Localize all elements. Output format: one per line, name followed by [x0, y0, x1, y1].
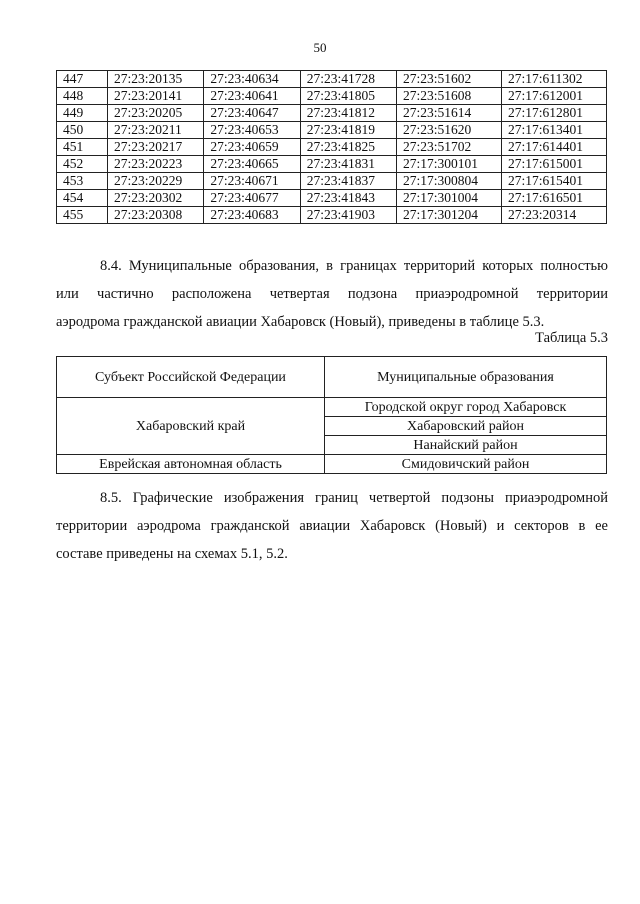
table-row	[57, 122, 607, 139]
section-8-4-paragraph	[56, 252, 608, 336]
row-number-cell: 453	[57, 173, 108, 190]
cadastral-number-cell: 27:23:51620	[397, 122, 502, 139]
cadastral-number-cell: 27:23:20302	[108, 190, 204, 207]
cadastral-number-cell: 27:23:20205	[108, 105, 204, 122]
cadastral-number-cell: 27:17:300101	[397, 156, 502, 173]
cadastral-number-cell: 27:23:51702	[397, 139, 502, 156]
cadastral-number-cell: 27:23:20223	[108, 156, 204, 173]
table-row	[57, 105, 607, 122]
section-8-4-line: 8.4. Муниципальные образования, в границах территорий которых полностью	[100, 258, 608, 274]
cadastral-number-cell: 27:23:41831	[300, 156, 396, 173]
cadastral-number-cell: 27:23:40671	[204, 173, 300, 190]
cadastral-number-cell: 27:23:40647	[204, 105, 300, 122]
cadastral-number-cell: 27:17:615401	[502, 173, 607, 190]
row-number-cell: 454	[57, 190, 108, 207]
table-row	[57, 88, 607, 105]
cadastral-number-cell: 27:23:41837	[300, 173, 396, 190]
cadastral-number-cell: 27:23:51602	[397, 71, 502, 88]
cadastral-number-cell: 27:23:40665	[204, 156, 300, 173]
cadastral-number-cell: 27:23:41825	[300, 139, 396, 156]
cadastral-number-cell: 27:17:616501	[502, 190, 607, 207]
subject-cell: Хабаровский край	[57, 398, 325, 455]
cadastral-number-cell: 27:23:41903	[300, 207, 396, 224]
municipality-cell: Смидовичский район	[325, 455, 607, 474]
row-number-cell: 455	[57, 207, 108, 224]
cadastral-number-cell: 27:23:40653	[204, 122, 300, 139]
section-8-4-line: аэродрома гражданской авиации Хабаровск (Новый), приведены в таблице 5.3.	[56, 314, 545, 330]
section-8-5-paragraph	[56, 484, 608, 568]
row-number-cell: 448	[57, 88, 108, 105]
cadastral-number-cell: 27:17:611302	[502, 71, 607, 88]
table-5-3-caption: Таблица 5.3	[535, 330, 608, 346]
municipality-cell: Городской округ город Хабаровск	[325, 398, 607, 417]
table-row	[57, 455, 607, 474]
cadastral-number-cell: 27:17:612001	[502, 88, 607, 105]
cadastral-number-cell: 27:23:41812	[300, 105, 396, 122]
table-row	[57, 207, 607, 224]
cadastral-number-cell: 27:23:41728	[300, 71, 396, 88]
header-subject: Субъект Российской Федерации	[57, 357, 325, 398]
cadastral-number-cell: 27:17:615001	[502, 156, 607, 173]
table-row	[57, 173, 607, 190]
table-row	[57, 190, 607, 207]
section-8-5-line: территории аэродрома гражданской авиации Хабаровск (Новый) и секторов в ее	[56, 518, 608, 534]
row-number-cell: 450	[57, 122, 108, 139]
cadastral-number-cell: 27:23:20141	[108, 88, 204, 105]
cadastral-number-cell: 27:17:301204	[397, 207, 502, 224]
municipality-cell: Нанайский район	[325, 436, 607, 455]
cadastral-number-cell: 27:17:301004	[397, 190, 502, 207]
row-number-cell: 451	[57, 139, 108, 156]
cadastral-number-cell: 27:23:41843	[300, 190, 396, 207]
cadastral-number-cell: 27:23:40659	[204, 139, 300, 156]
cadastral-number-cell: 27:23:41805	[300, 88, 396, 105]
cadastral-number-cell: 27:23:40677	[204, 190, 300, 207]
table-row	[57, 398, 607, 417]
table-header-row	[57, 357, 607, 398]
page-number: 50	[313, 40, 327, 55]
table-row	[57, 139, 607, 156]
section-8-5-line: 8.5. Графические изображения границ четвертой подзоны приаэродромной	[100, 490, 608, 506]
cadastral-number-cell: 27:23:40641	[204, 88, 300, 105]
cadastral-number-cell: 27:23:51608	[397, 88, 502, 105]
municipality-cell: Хабаровский район	[325, 417, 607, 436]
row-number-cell: 449	[57, 105, 108, 122]
cadastral-numbers-table	[56, 70, 607, 224]
cadastral-number-cell: 27:23:40683	[204, 207, 300, 224]
cadastral-number-cell: 27:17:612801	[502, 105, 607, 122]
table-row	[57, 156, 607, 173]
cadastral-number-cell: 27:23:51614	[397, 105, 502, 122]
header-municipalities: Муниципальные образования	[325, 357, 607, 398]
cadastral-number-cell: 27:17:613401	[502, 122, 607, 139]
row-number-cell: 447	[57, 71, 108, 88]
cadastral-number-cell: 27:23:20229	[108, 173, 204, 190]
cadastral-number-cell: 27:17:614401	[502, 139, 607, 156]
section-8-5-line: составе приведены на схемах 5.1, 5.2.	[56, 546, 288, 562]
municipalities-table	[56, 356, 607, 474]
section-8-4-line: или частично расположена четвертая подзона приаэродромной территории	[56, 286, 608, 302]
row-number-cell: 452	[57, 156, 108, 173]
cadastral-number-cell: 27:17:300804	[397, 173, 502, 190]
cadastral-number-cell: 27:23:20135	[108, 71, 204, 88]
cadastral-number-cell: 27:23:20308	[108, 207, 204, 224]
table-row	[57, 71, 607, 88]
subject-cell: Еврейская автономная область	[57, 455, 325, 474]
cadastral-number-cell: 27:23:20314	[502, 207, 607, 224]
cadastral-number-cell: 27:23:20217	[108, 139, 204, 156]
cadastral-number-cell: 27:23:41819	[300, 122, 396, 139]
cadastral-number-cell: 27:23:40634	[204, 71, 300, 88]
cadastral-number-cell: 27:23:20211	[108, 122, 204, 139]
